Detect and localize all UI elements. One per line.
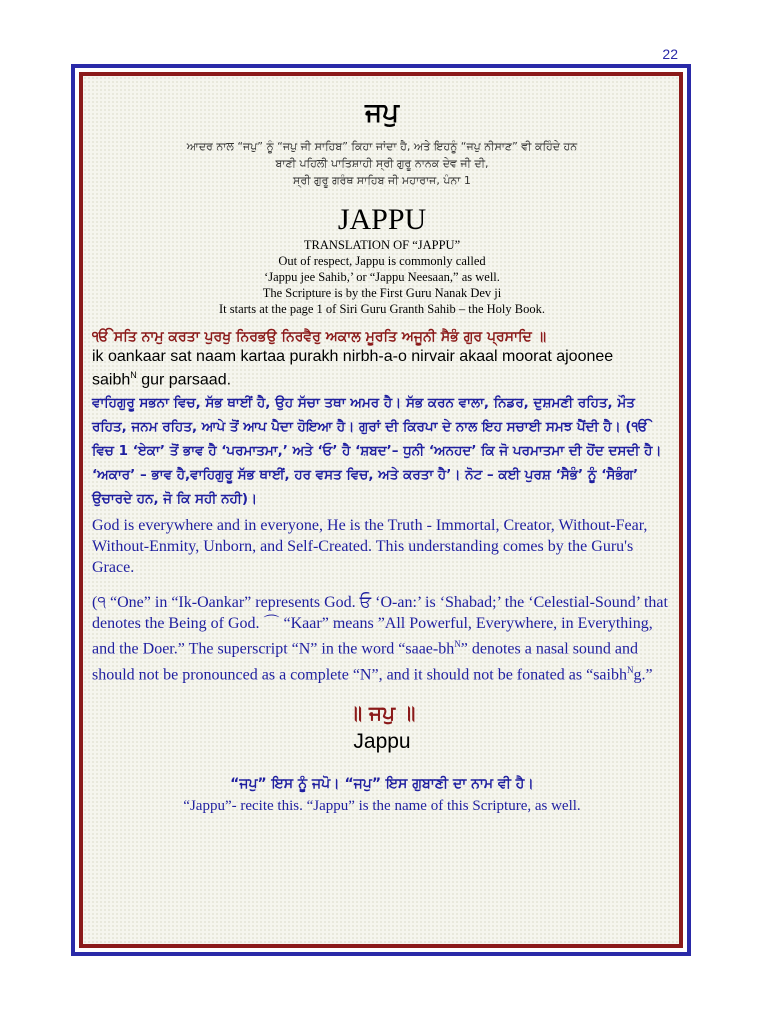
transliteration-line2-post: gur parsaad. (136, 371, 232, 389)
section-subtitle: Jappu (353, 729, 411, 753)
page-number: 22 (662, 46, 678, 62)
recite-gurmukhi: “ਜਪੁ” ਇਸ ਨੂੰ ਜਪੋ। “ਜਪੁ” ਇਸ ਗੁਬਾਣੀ ਦਾ ਨਾਮ ਵੀ ਹੈ। (230, 775, 534, 792)
mool-mantar: ੴ ਸਤਿ ਨਾਮੁ ਕਰਤਾ ਪੁਰਖੁ ਨਿਰਭਉ ਨਿਰਵੈਰੁ ਅਕਾਲ ਮੂਰਤਿ ਅਜੂਨੀ ਸੈਭੰ ਗੁਰ ਪ੍ਰਸਾਦਿ ॥ (92, 329, 547, 345)
gurmukhi-intro-line: ਆਦਰ ਨਾਲ “ਜਪੁ” ਨੂੰ “ਜਪੁ ਜੀ ਸਾਹਿਬ” ਕਿਹਾ ਜਾਂਦਾ ਹੈ, ਅਤੇ ਇਹਨੂੰ “ਜਪੁ ਨੀਸਾਣ” ਵੀ ਕਹਿੰਦੇ ਹਨ (186, 140, 578, 153)
transliteration (92, 347, 672, 389)
english-title: JAPPU (337, 203, 427, 236)
note-sup2: N (626, 664, 634, 675)
english-intro-line: TRANSLATION OF “JAPPU” (303, 238, 461, 252)
page-content (92, 96, 672, 817)
english-note (92, 592, 672, 685)
gurmukhi-intro-line: ਬਾਣੀ ਪਹਿਲੀ ਪਾਤਿਸ਼ਾਹੀ ਸ੍ਰੀ ਗੁਰੂ ਨਾਨਕ ਦੇਵ ਜੀ ਦੀ, (275, 157, 489, 170)
english-intro-line: The Scripture is by the First Guru Nanak Dev ji (262, 286, 502, 300)
gurmukhi-intro-line: ਸ੍ਰੀ ਗੁਰੂ ਗਰੰਥ ਸਾਹਿਬ ਜੀ ਮਹਾਰਾਜ, ਪੰਨਾ 1 (293, 174, 471, 187)
gurmukhi-intro (92, 138, 672, 189)
english-intro-line: It starts at the page 1 of Siri Guru Granth Sahib – the Holy Book. (219, 302, 545, 316)
note-part1: (੧ “One” in “Ik-Oankar” represents God. ਓ ‘O-an:’ is ‘Shabad;’ the ‘Celestial-Sound’ that denotes the Being of God. ⌒ “Kaar” means ”All Powerful, Everywhere, in Everything, and the Doer.” The superscript “N” in the word “saae-bh (92, 594, 668, 658)
gurmukhi-title: ਜਪੁ (365, 98, 399, 128)
note-part2: ” denotes a nasal sound and should not be pronounced as a complete “N”, and it should not be fonated as “saibh (92, 640, 639, 683)
note-part3: g.” (633, 665, 653, 683)
english-explanation: God is everywhere and in everyone, He is the Truth - Immortal, Creator, Without-Fear, Without-Enmity, Unborn, and Self-Created. This understanding comes by the Guru's Grace. (92, 517, 648, 577)
transliteration-sup: N (130, 370, 137, 380)
english-intro-line: ‘Jappu jee Sahib,’ or “Jappu Neesaan,” as well. (264, 270, 500, 284)
punjabi-explanation: ਵਾਹਿਗੁਰੂ ਸਭਨਾ ਵਿਚ, ਸੱਭ ਥਾਈਂ ਹੈ, ਉਹ ਸੱਚਾ ਤਥਾ ਅਮਰ ਹੈ। ਸੱਭ ਕਰਨ ਵਾਲਾ, ਨਿਡਰ, ਦੁਸ਼ਮਣੀ ਰਹਿਤ, ਮੌਤ ਰਹਿਤ, ਜਨਮ ਰਹਿਤ, ਆਪੇ ਤੋਂ ਆਪ ਪੈਦਾ ਹੋਇਆ ਹੈ। ਗੁਰਾਂ ਦੀ ਕਿਰਪਾ ਦੇ ਨਾਲ ਇਹ ਸਚਾਈ ਸਮਝ ਪੈਂਦੀ ਹੈ। (ੴ ਵਿਚ 1 ‘ਏਕਾ’ ਤੋਂ ਭਾਵ ਹੈ ‘ਪਰਮਾਤਮਾ,’ ਅਤੇ ‘ਓ’ ਹੈ ‘ਸ਼ਬਦ’– ਧੁਨੀ ‘ਅਨਹਦ’ ਕਿ ਜੋ ਪਰਮਾਤਮਾ ਦੀ ਹੋਂਦ ਦਸਦੀ ਹੈ। ‘ਅਕਾਰ’ – ਭਾਵ ਹੈ,ਵਾਹਿਗੁਰੂ ਸੱਭ ਥਾਈਂ, ਹਰ ਵਸਤ ਵਿਚ, ਅਤੇ ਕਰਤਾ ਹੈ’। ਨੋਟ – ਕਈ ਪੁਰਸ਼ ‘ਸੈਭੰ’ ਨੂੰ ‘ਸੈਭੰਗ’ ਉਚਾਰਦੇ ਹਨ, ਜੋ ਕਿ ਸਹੀ ਨਹੀ)। (92, 395, 662, 508)
transliteration-line2-pre: saibh (92, 371, 131, 389)
recite-english: “Jappu”- recite this. “Jappu” is the name of this Scripture, as well. (183, 797, 581, 814)
transliteration-line1: ik oankaar sat naam kartaa purakh nirbh-a-o nirvair akaal moorat ajoonee (92, 348, 614, 365)
section-title: ॥ ਜਪੁ ॥ (348, 700, 416, 725)
note-sup1: N (454, 639, 461, 650)
english-intro-line: Out of respect, Jappu is commonly called (278, 254, 486, 268)
english-intro (92, 237, 672, 317)
